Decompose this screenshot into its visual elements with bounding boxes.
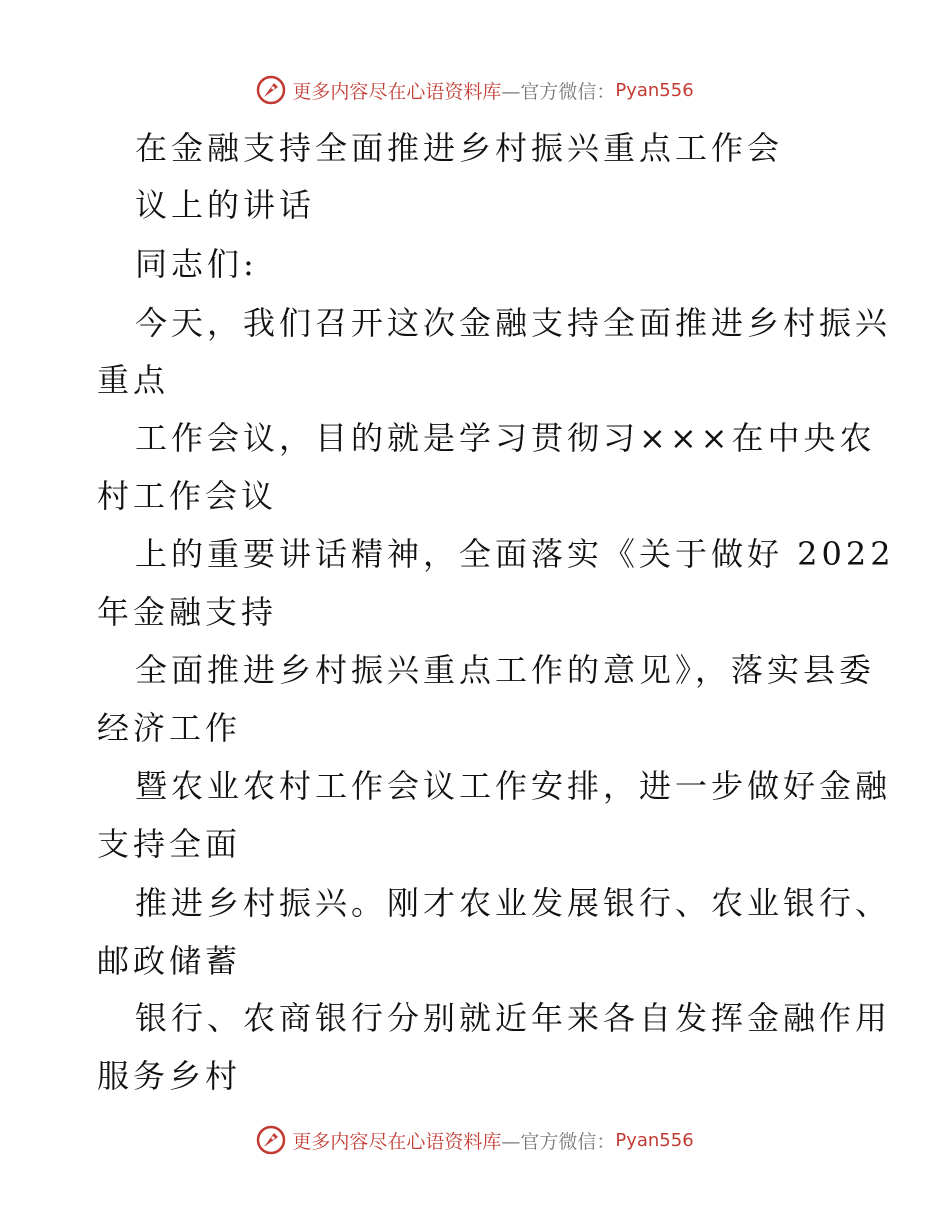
paragraph-line: 上的重要讲话精神，全面落实《关于做好 2022 bbox=[135, 535, 895, 573]
salutation: 同志们: bbox=[135, 245, 258, 283]
footer-banner bbox=[0, 1120, 950, 1160]
paragraph-line: 今天，我们召开这次金融支持全面推进乡村振兴 bbox=[135, 304, 892, 342]
pen-nib-logo-icon bbox=[256, 1125, 286, 1155]
paragraph-line: 年金融支持 bbox=[97, 593, 278, 631]
paragraph-line: 重点 bbox=[97, 361, 170, 399]
banner-text-sep: —官方微信： bbox=[501, 80, 616, 103]
paragraph-line: 全面推进乡村振兴重点工作的意见》，落实县委 bbox=[135, 651, 876, 689]
banner-text-sep: —官方微信： bbox=[501, 1130, 616, 1153]
doc-title-line-2: 议上的讲话 bbox=[135, 186, 316, 224]
doc-title-line-1: 在金融支持全面推进乡村振兴重点工作会 bbox=[135, 129, 784, 167]
paragraph-line: 邮政储蓄 bbox=[97, 942, 242, 980]
banner-wechat-id: Pyan556 bbox=[615, 1129, 694, 1151]
paragraph-line: 经济工作 bbox=[97, 709, 242, 747]
banner-text-main: 更多内容尽在心语资料库 bbox=[292, 80, 502, 103]
paragraph-line: 村工作会议 bbox=[97, 477, 278, 515]
paragraph-line: 推进乡村振兴。刚才农业发展银行、农业银行、 bbox=[135, 884, 892, 922]
paragraph-line: 服务乡村 bbox=[97, 1057, 242, 1095]
paragraph-line: 支持全面 bbox=[97, 825, 242, 863]
paragraph-line: 工作会议，目的就是学习贯彻习×××在中央农 bbox=[135, 419, 876, 457]
banner-text-main: 更多内容尽在心语资料库 bbox=[292, 1130, 502, 1153]
banner-wechat-id: Pyan556 bbox=[615, 79, 694, 101]
paragraph-line: 暨农业农村工作会议工作安排，进一步做好金融 bbox=[135, 767, 892, 805]
paragraph-line: 银行、农商银行分别就近年来各自发挥金融作用 bbox=[135, 999, 892, 1037]
pen-nib-logo-icon bbox=[256, 75, 286, 105]
header-banner bbox=[0, 70, 950, 110]
